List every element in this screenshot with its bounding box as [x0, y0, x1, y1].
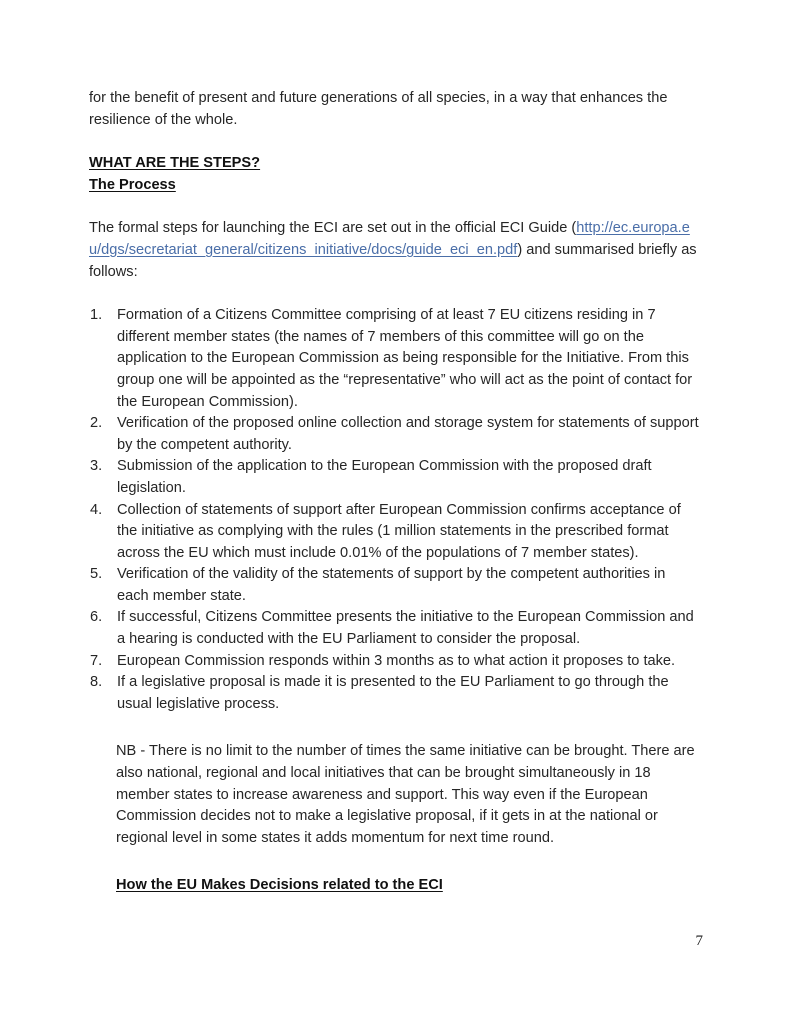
nb-note: NB - There is no limit to the number of times the same initiative can be brought. There are also national, regional and local initiatives that can be brought simultaneously in 18 member states to increase awareness and support. This way even if the European Commission decides not to make a legislative proposal, if it gets in at the national or regional level in some states it adds momentum for next time round. [116, 743, 695, 846]
subsection-heading: The Process [89, 176, 176, 193]
section-heading-block [89, 153, 701, 196]
list-item: European Commission responds within 3 months as to what action it proposes to take. [117, 652, 676, 669]
section-heading: WHAT ARE THE STEPS? [89, 155, 261, 172]
list-item: Submission of the application to the European Commission with the proposed draft legislation. [117, 458, 652, 496]
spacer [89, 131, 701, 153]
list-item: Collection of statements of support after European Commission confirms acceptance of the initiative as complying with the rules (1 million statements in the prescribed format across the EU which must include 0.01% of the populations of 7 member states). [117, 501, 681, 561]
list-item: If successful, Citizens Committee presents the initiative to the European Commission and a hearing is conducted with the EU Parliament to consider the proposal. [117, 609, 694, 648]
spacer [89, 715, 701, 741]
spacer [89, 849, 701, 875]
list-item: If a legislative proposal is made it is presented to the EU Parliament to go through the usual legislative process. [117, 674, 669, 712]
guide-reference-paragraph [89, 218, 701, 283]
guide-intro-prefix: The formal steps for launching the ECI are set out in the official ECI Guide ( [89, 220, 577, 237]
eci-guide-link[interactable]: http://ec.europa.eu/dgs/secretariat_general/citizens_initiative/docs/guide_eci_en.pdf [89, 220, 690, 258]
spacer [89, 196, 701, 218]
steps-list [89, 305, 701, 715]
guide-intro-suffix: ) and summarised briefly as follows: [89, 241, 697, 280]
closing-heading: How the EU Makes Decisions related to the ECI [116, 877, 443, 894]
document-body [89, 88, 701, 897]
list-item: Verification of the validity of the statements of support by the competent authorities in each member state. [117, 566, 666, 604]
spacer [89, 283, 701, 305]
intro-paragraph: for the benefit of present and future generations of all species, in a way that enhances the resilience of the whole. [89, 90, 668, 128]
list-item: Formation of a Citizens Committee comprising of at least 7 EU citizens residing in 7 different member states (the names of 7 members of this committee will go on the application to the European Commission as being responsible for the Initiative. From this group one will be appointed as the “representative” who will act as the point of contact for the European Commission). [117, 307, 693, 410]
nb-note-block [116, 741, 701, 849]
closing-heading-block [116, 875, 701, 897]
page-number: 7 [695, 933, 703, 949]
list-item: Verification of the proposed online collection and storage system for statements of support by the competent authority. [117, 415, 699, 453]
